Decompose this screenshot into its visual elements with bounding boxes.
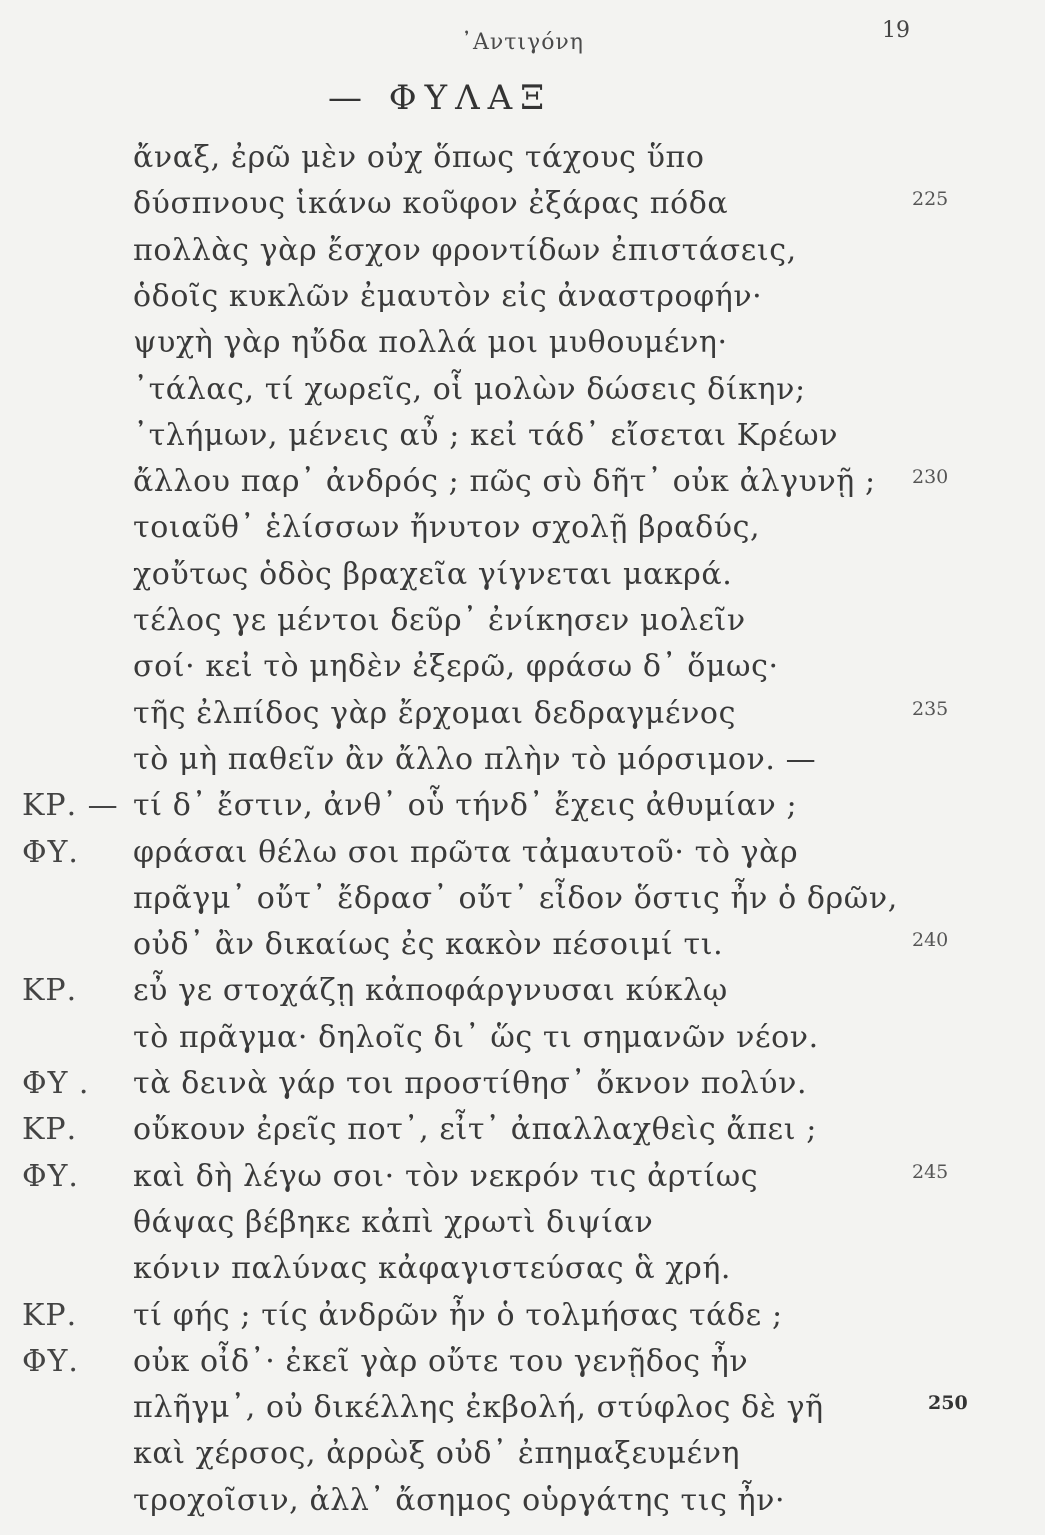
verse-line — [0, 696, 1045, 748]
verse-line — [0, 1344, 1045, 1396]
verse-text: χοὔτως ὁδὸς βραχεῖα γίγνεται μακρά. — [133, 556, 733, 592]
verse-text: κόνιν παλύνας κἀφαγιστεύσας ἃ χρή. — [133, 1251, 732, 1287]
page-number: 19 — [882, 18, 910, 43]
verse-line — [0, 1483, 1045, 1535]
speaker-label: ΚΡ. — — [22, 788, 119, 824]
verse-line — [0, 788, 1045, 840]
verse-line — [0, 881, 1045, 933]
verse-line — [0, 418, 1045, 470]
verse-text: οὔκουν ἐρεῖς ποτ᾿, εἶτ᾿ ἀπαλλαχθεὶς ἄπει ; — [133, 1112, 817, 1148]
verse-line — [0, 927, 1045, 979]
verse-text: τὰ δεινὰ γάρ τοι προστίθησ᾿ ὄκνον πολύν. — [133, 1066, 808, 1101]
verse-text: καὶ δὴ λέγω σοι· τὸν νεκρόν τις ἀρτίως — [133, 1158, 759, 1194]
verse-text: πολλὰς γὰρ ἔσχον φροντίδων ἐπιστάσεις, — [133, 232, 797, 268]
verse-text: δύσπνους ἱκάνω κοῦφον ἐξάρας πόδα — [133, 186, 729, 222]
verse-text: ᾿τάλας, τί χωρεῖς, οἷ μολὼν δώσεις δίκην; — [133, 371, 806, 407]
line-number: 240 — [912, 929, 949, 952]
verse-text: σοί· κεἰ τὸ μηδὲν ἐξερῶ, φράσω δ᾿ ὅμως· — [133, 649, 779, 685]
verse-line — [0, 279, 1045, 331]
verse-text: τέλος γε μέντοι δεῦρ᾿ ἐνίκησεν μολεῖν — [133, 603, 746, 638]
verse-text: τροχοῖσιν, ἀλλ᾿ ἄσημος οὑργάτης τις ἦν· — [133, 1482, 786, 1518]
verse-text: οὐδ᾿ ἂν δικαίως ἐς κακὸν πέσοιμί τι. — [133, 927, 724, 963]
verse-text: εὖ γε στοχάζῃ κἀποφάργνυσαι κύκλῳ — [133, 973, 728, 1009]
verse-line — [0, 1205, 1045, 1257]
speaker-label: ΦΥ. — [22, 1343, 79, 1379]
verse-line — [0, 742, 1045, 794]
verse-line — [0, 1251, 1045, 1303]
verse-text: ψυχὴ γὰρ ηὔδα πολλά μοι μυθουμένη· — [133, 325, 728, 361]
line-number: 245 — [912, 1160, 949, 1183]
verse-line — [0, 603, 1045, 655]
line-number: 235 — [912, 697, 949, 720]
verse-line — [0, 1112, 1045, 1164]
verse-line — [0, 325, 1045, 377]
verse-text: τοιαῦθ᾿ ἑλίσσων ἤνυτον σχολῇ βραδύς, — [133, 510, 761, 546]
verse-line — [0, 649, 1045, 701]
verse-text: ἄλλου παρ᾿ ἀνδρός ; πῶς σὺ δῆτ᾿ οὐκ ἀλγυνῇ ; — [133, 464, 876, 500]
line-number: 225 — [912, 188, 949, 211]
speaker-label: ΚΡ. — [22, 1297, 78, 1333]
verse-line — [0, 557, 1045, 609]
verse-text: ᾿τλήμων, μένεις αὖ ; κεἰ τάδ᾿ εἴσεται Κρέων — [133, 417, 839, 453]
verse-line — [0, 1390, 1045, 1442]
speaker-heading: — ΦΥΛΑΞ — [328, 78, 553, 118]
verse-line — [0, 1159, 1045, 1211]
verse-line — [0, 186, 1045, 238]
speaker-label: ΦΥ. — [22, 834, 79, 870]
verse-text: καὶ χέρσος, ἀρρὼξ οὐδ᾿ ἐπημαξευμένη — [133, 1436, 741, 1472]
verse-line — [0, 140, 1045, 192]
running-title: ᾿Αντιγόνη — [460, 30, 584, 55]
speaker-label: ΚΡ. — [22, 1112, 78, 1148]
verse-text: πλῆγμ᾿, οὐ δικέλλης ἐκβολή, στύφλος δὲ γῆ — [133, 1390, 824, 1426]
verse-text: πρᾶγμ᾿ οὔτ᾿ ἔδρασ᾿ οὔτ᾿ εἶδον ὅστις ἦν ὁ δρῶν, — [133, 880, 898, 916]
verse-line — [0, 372, 1045, 424]
line-number: 250 — [928, 1392, 968, 1415]
verse-text: θάψας βέβηκε κἀπὶ χρωτὶ διψίαν — [133, 1204, 654, 1240]
speaker-label: ΦΥ. — [22, 1158, 79, 1194]
verse-line — [0, 510, 1045, 562]
verse-line — [0, 1066, 1045, 1118]
verse-text: τί δ᾿ ἔστιν, ἀνθ᾿ οὗ τήνδ᾿ ἔχεις ἀθυμίαν ; — [133, 788, 798, 824]
verse-line — [0, 233, 1045, 285]
verse-text: ἄναξ, ἐρῶ μὲν οὐχ ὅπως τάχους ὕπο — [133, 140, 705, 175]
verse-text: οὐκ οἶδ᾿· ἐκεῖ γὰρ οὔτε του γενῇδος ἦν — [133, 1343, 749, 1379]
verse-text: τί φής ; τίς ἀνδρῶν ἦν ὁ τολμήσας τάδε ; — [133, 1297, 783, 1333]
speaker-label: ΦΥ . — [22, 1066, 90, 1101]
verse-text: τῆς ἐλπίδος γὰρ ἔρχομαι δεδραγμένος — [133, 695, 736, 731]
verse-line — [0, 1020, 1045, 1072]
line-number: 230 — [912, 466, 949, 489]
verse-text: τὸ πρᾶγμα· δηλοῖς δι᾿ ὥς τι σημανῶν νέον. — [133, 1019, 819, 1055]
verse-text: φράσαι θέλω σοι πρῶτα τἀμαυτοῦ· τὸ γὰρ — [133, 834, 799, 870]
verse-line — [0, 464, 1045, 516]
verse-line — [0, 1298, 1045, 1350]
verse-line — [0, 1436, 1045, 1488]
speaker-label: ΚΡ. — [22, 973, 78, 1009]
verse-text: ὁδοῖς κυκλῶν ἐμαυτὸν εἰς ἀναστροφήν· — [133, 278, 763, 314]
verse-text: τὸ μὴ παθεῖν ἂν ἄλλο πλὴν τὸ μόρσιμον. — — [133, 741, 817, 777]
verse-line — [0, 835, 1045, 887]
verse-line — [0, 973, 1045, 1025]
